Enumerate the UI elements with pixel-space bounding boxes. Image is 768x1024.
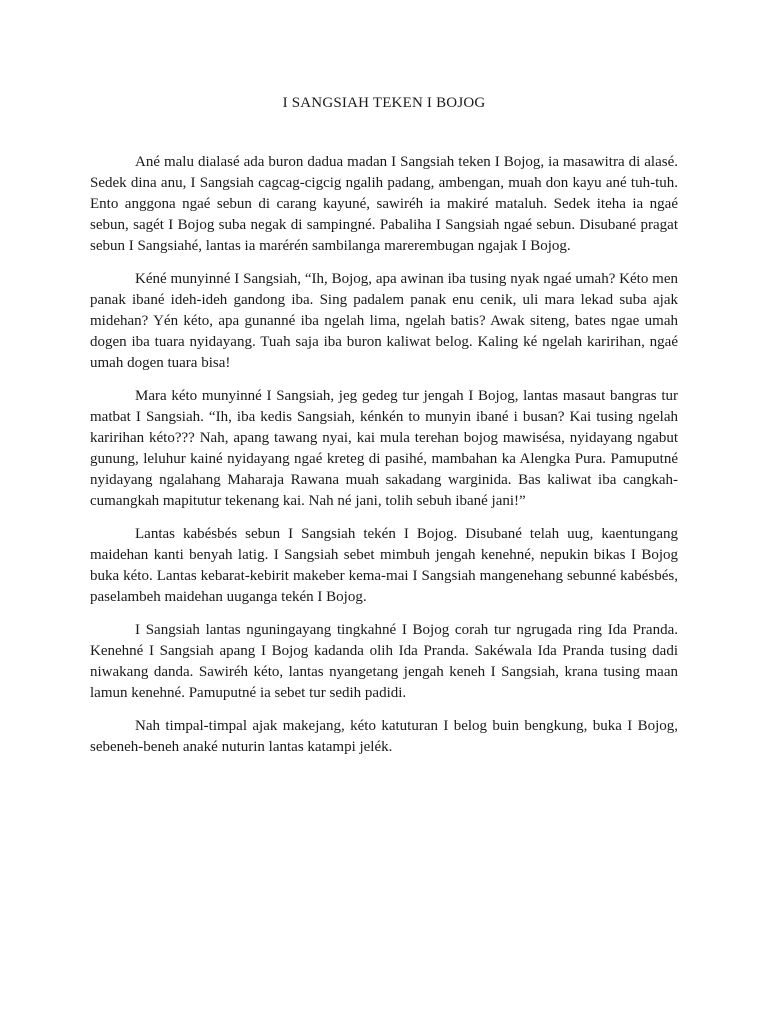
paragraph-2: Kéné munyinné I Sangsiah, “Ih, Bojog, apa awinan iba tusing nyak ngaé umah? Kéto men panak ibané ideh-ideh gandong iba. Sing padalem panak enu cenik, uli mara lekad suba ajak midehan? Yén kéto, apa gunanné iba ngelah lima, ngelah batis? Awak siteng, bates ngae umah dogen iba tuara nyidayang. Tuah saja iba buron kaliwat belog. Kaling ké ngelah karirihan, ngaé umah dogen tuara bisa! (90, 271, 678, 371)
paragraph-1: Ané malu dialasé ada buron dadua madan I Sangsiah teken I Bojog, ia masawitra di alasé. Sedek dina anu, I Sangsiah cagcag-cigcig ngalih padang, ambengan, muah don kayu ané tuh-tuh. Ento anggona ngaé sebun di carang kayuné, sawiréh ia makiré mataluh. Sedek iteha ia ngaé sebun, sagét I Bojog suba negak di sampingné. Pabaliha I Sangsiah ngaé sebun. Disubané pragat sebun I Sangsiahé, lantas ia marérén sambilanga marerembugan ngajak I Bojog. (90, 154, 678, 254)
document-body (90, 152, 678, 770)
paragraph-4: Lantas kabésbés sebun I Sangsiah tekén I Bojog. Disubané telah uug, kaentungang maidehan kanti benyah latig. I Sangsiah sebet mimbuh jengah kenehné, nepukin bikas I Bojog buka kéto. Lantas kebarat-kebirit makeber kema-mai I Sangsiah mangenehang sebunné kabésbés, paselambeh maidehan uuganga tekén I Bojog. (90, 526, 678, 605)
paragraph-3: Mara kéto munyinné I Sangsiah, jeg gedeg tur jengah I Bojog, lantas masaut bangras tur matbat I Sangsiah. “Ih, iba kedis Sangsiah, kénkén to munyin ibané i busan? Kai tusing ngelah karirihan kéto??? Nah, apang tawang nyai, kai mula terehan bojog mawisésa, nyidayang ngabut gunung, leluhur kainé nyidayang ngaé kreteg di pasihé, mambahan ka Alengka Pura. Pamuputné nyidayang ngalahang Maharaja Rawana muah sakadang warginida. Bas kaliwat iba cangkah-cumangkah mapitutur tekenang kai. Nah né jani, tolih sebuh ibané jani!” (90, 388, 678, 509)
paragraph-5: I Sangsiah lantas nguningayang tingkahné I Bojog corah tur ngrugada ring Ida Pranda. Kenehné I Sangsiah apang I Bojog kadanda olih Ida Pranda. Sakéwala Ida Pranda tusing dadi niwakang danda. Sawiréh kéto, lantas nyangetang jengah keneh I Sangsiah, krana tusing maan lamun kenehné. Pamuputné ia sebet tur sedih padidi. (90, 622, 678, 701)
document-title: I SANGSIAH TEKEN I BOJOG (282, 95, 486, 111)
paragraph-6: Nah timpal-timpal ajak makejang, kéto katuturan I belog buin bengkung, buka I Bojog, sebeneh-beneh anaké nuturin lantas katampi jelék. (90, 718, 678, 755)
